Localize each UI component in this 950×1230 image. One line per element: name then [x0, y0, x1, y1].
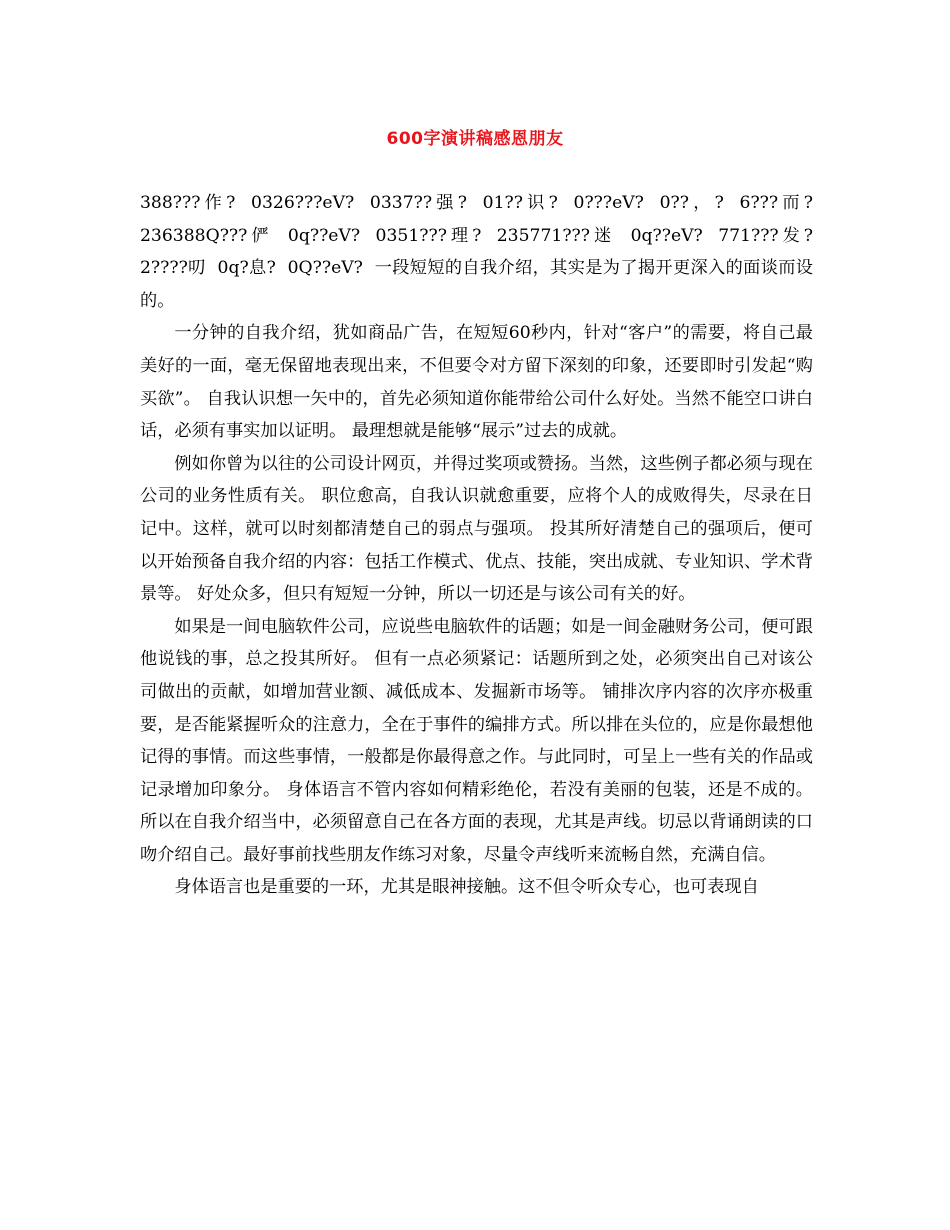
document-title: 600字演讲稿感恩朋友	[386, 129, 564, 149]
paragraph-4: 如果是一间电脑软件公司，应说些电脑软件的话题；如是一间金融财务公司，便可跟他说钱的事，总之投其所好。 但有一点必须紧记：话题所到之处，必须突出自己对该公司做出的贡献，如增加营业额、减低成本、发掘新市场等。 铺排次序内容的次序亦极重要，是否能紧握听众的注意力，全在于事件的编排方式。所以排在头位的，应是你最想他记得的事情。而这些事情，一般都是你最得意之作。与此同时，可呈上一些有关的作品或记录增加印象分。 身体语言不管内容如何精彩绝伦，若没有美丽的包装，还是不成的。所以在自我介绍当中，必须留意自己在各方面的表现，尤其是声线。切忌以背诵朗读的口吻介绍自己。最好事前找些朋友作练习对象，尽量令声线听来流畅自然，充满自信。	[140, 616, 813, 865]
paragraph-5: 身体语言也是重要的一环，尤其是眼神接触。这不但令听众专心，也可表现自	[174, 877, 759, 898]
paragraph-3: 例如你曾为以往的公司设计网页，并得过奖项或赞扬。当然，这些例子都必须与现在公司的业务性质有关。 职位愈高，自我认识就愈重要，应将个人的成败得失，尽录在日记中。这样，就可以时刻都清楚自己的弱点与强项。 投其所好清楚自己的强项后，便可以开始预备自我介绍的内容：包括工作模式、优点、技能，突出成就、专业知识、学术背景等。 好处众多，但只有短短一分钟，所以一切还是与该公司有关的好。	[140, 453, 813, 605]
document-body	[140, 187, 813, 904]
paragraph-1: 388???作? 0326???eV? 0337??强? 01??识? 0???eV? 0??，? 6???而? 236388Q???俨 0q??eV? 0351???理? 235771???迷 0q??eV? 771???发? 2????叨 0q?息? 0Q??eV? 一段短短的自我介绍，其实是为了揭开更深入的面谈而设的。	[140, 193, 813, 311]
paragraph-2: 一分钟的自我介绍，犹如商品广告，在短短60秒内，针对“客户”的需要，将自己最美好的一面，毫无保留地表现出来，不但要令对方留下深刻的印象，还要即时引发起“购买欲”。 自我认识想一矢中的，首先必须知道你能带给公司什么好处。当然不能空口讲白话，必须有事实加以证明。 最理想就是能够“展示”过去的成就。	[140, 323, 813, 442]
